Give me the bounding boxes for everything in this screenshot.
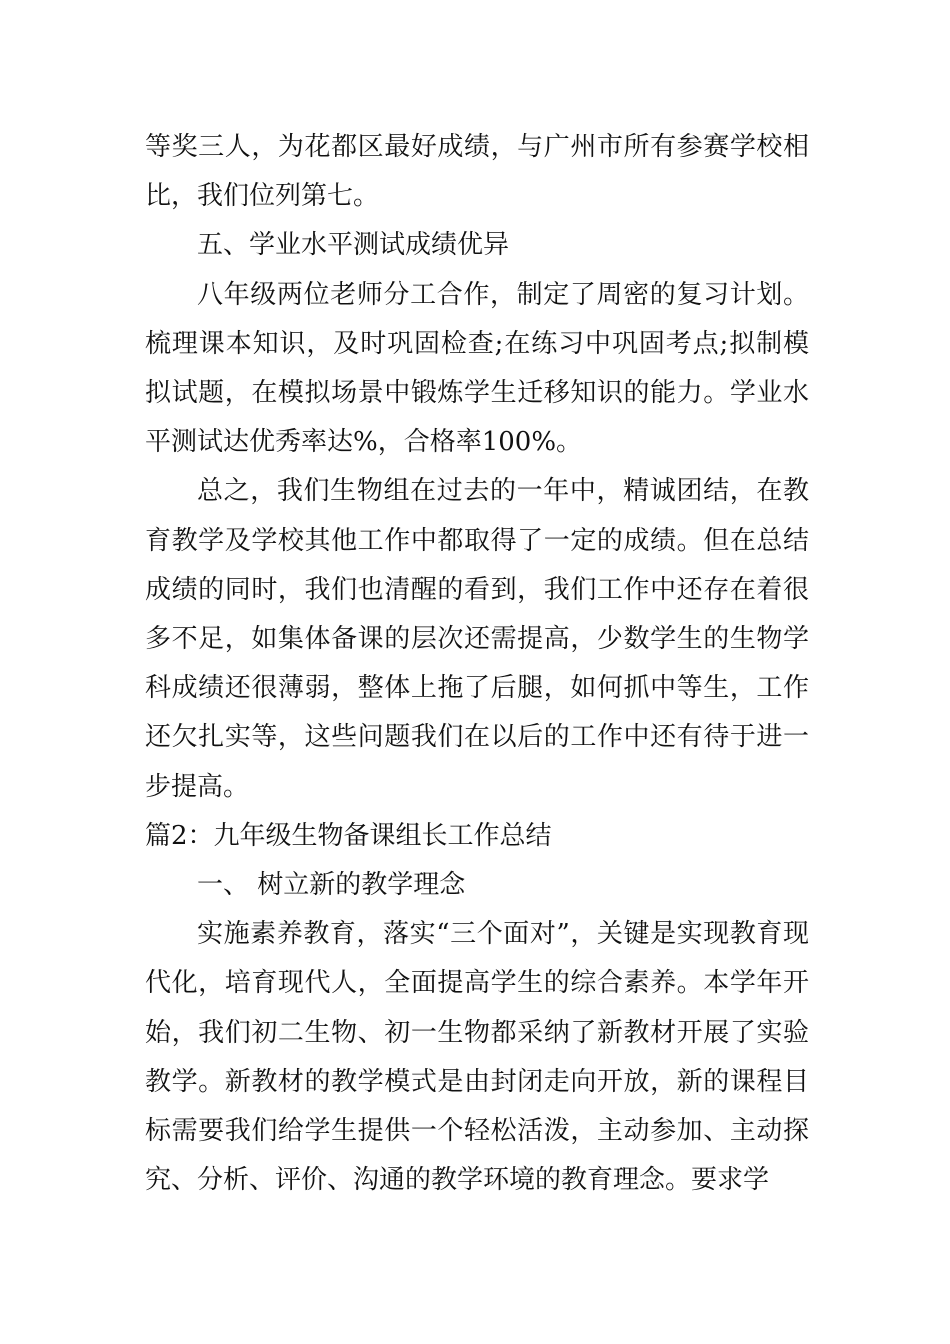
paragraph-quality-education: 实施素养教育，落实“三个面对”，关键是实现教育现代化，培育现代人，全面提高学生的综合素养。本学年开始，我们初二生物、初一生物都采纳了新教材开展了实验教学。新教材的教学模式是由封闭走向开放，新的课程目标需要我们给学生提供一个轻松活泼，主动参加、主动探究、分析、评价、沟通的教学环境的教育理念。要求学 [145, 919, 809, 1196]
section-heading-teaching-concept: 一、 树立新的教学理念 [197, 870, 466, 901]
paragraph-grade8-review: 八年级两位老师分工合作，制定了周密的复习计划。梳理课本知识，及时巩固检查;在练习中巩固考点;拟制模拟试题，在模拟场景中锻炼学生迁移知识的能力。学业水平测试达优秀率达%，合格率100%。 [145, 279, 809, 458]
continuation-paragraph: 等奖三人，为花都区最好成绩，与广州市所有参赛学校相比，我们位列第七。 [145, 132, 809, 212]
chapter-heading-part2: 篇2：九年级生物备课组长工作总结 [145, 820, 552, 851]
document-body [145, 123, 809, 1205]
paragraph-summary: 总之，我们生物组在过去的一年中，精诚团结，在教育教学及学校其他工作中都取得了一定的成绩。但在总结成绩的同时，我们也清醒的看到，我们工作中还存在着很多不足，如集体备课的层次还需提高，少数学生的生物学科成绩还很薄弱，整体上拖了后腿，如何抓中等生，工作还欠扎实等，这些问题我们在以后的工作中还有待于进一步提高。 [145, 476, 809, 802]
section-heading-academic-test: 五、学业水平测试成绩优异 [197, 230, 510, 261]
